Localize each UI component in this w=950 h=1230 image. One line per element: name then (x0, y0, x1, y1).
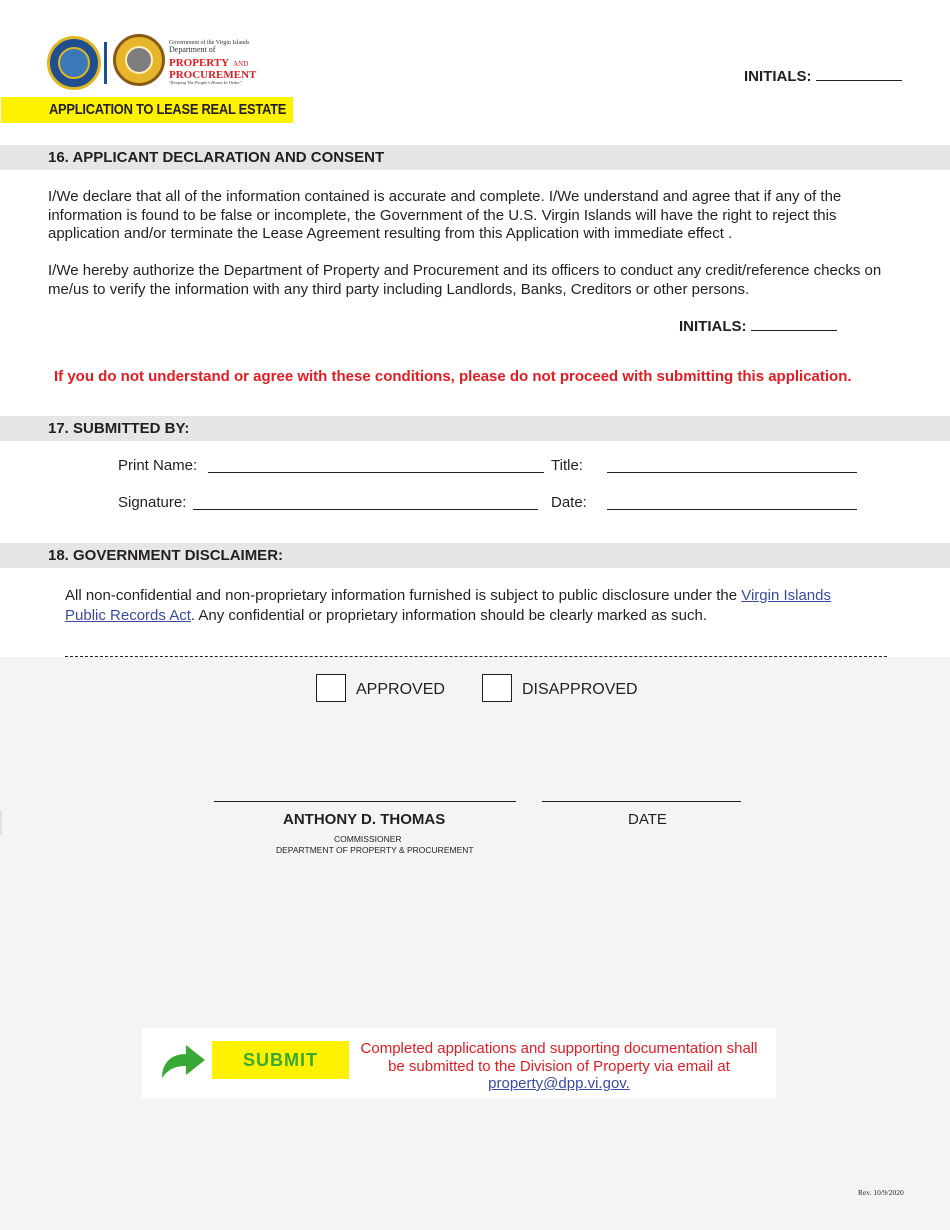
signature-label: Signature: (118, 494, 187, 511)
title-field[interactable] (607, 472, 857, 473)
disapproved-checkbox[interactable] (482, 674, 512, 702)
section-17-header (0, 416, 950, 441)
form-title-banner (1, 97, 293, 123)
logo-property-text: PROPERTY (169, 57, 230, 69)
approved-label: APPROVED (356, 681, 445, 698)
header-initials-field[interactable] (816, 80, 902, 81)
date-label: Date: (551, 494, 587, 511)
section-16-initials-field[interactable] (751, 330, 837, 331)
logo-and-text: AND (233, 60, 249, 68)
disclaimer-text-after: . Any confidential or proprietary information should be clearly marked as such. (190, 607, 707, 624)
margin-mark (0, 811, 2, 835)
dpp-seal-logo (113, 34, 165, 86)
commissioner-name: ANTHONY D. THOMAS (283, 811, 446, 828)
commissioner-department: DEPARTMENT OF PROPERTY & PROCUREMENT (276, 845, 474, 855)
logo-dept-text: Department of (169, 45, 216, 54)
section-18-title: 18. GOVERNMENT DISCLAIMER: (48, 547, 284, 564)
commissioner-date-line[interactable] (542, 801, 741, 802)
header-initials-label: INITIALS: (744, 68, 812, 85)
commissioner-title: COMMISSIONER (334, 834, 402, 844)
section-16-header (0, 145, 950, 170)
submit-instructions-text: Completed applications and supporting documentation shall be submitted to the Division of Property via email at (360, 1040, 758, 1075)
official-use-area (0, 657, 950, 1230)
section-16-title: 16. APPLICANT DECLARATION AND CONSENT (48, 149, 385, 166)
approved-checkbox[interactable] (316, 674, 346, 702)
logo-gov-text: Government of the Virgin Islands (169, 40, 250, 46)
logo-divider (104, 42, 107, 84)
logo-procurement-text: PROCUREMENT (169, 69, 257, 81)
revision-date: Rev. 10/9/2020 (858, 1188, 904, 1197)
submit-instructions (352, 1040, 766, 1093)
commissioner-date-label: DATE (628, 811, 667, 828)
arrow-right-icon (158, 1040, 208, 1080)
date-field[interactable] (607, 509, 857, 510)
disclaimer-text-before: All non-confidential and non-proprietary information furnished is subject to public disclosure under the (65, 587, 742, 604)
header-initials (744, 68, 902, 85)
form-title: APPLICATION TO LEASE REAL ESTATE (49, 101, 287, 118)
submit-button[interactable] (212, 1041, 349, 1079)
dpp-logo-text (169, 40, 256, 86)
disapproved-label: DISAPPROVED (522, 681, 638, 698)
logo-tagline: "Keeping The People's House In Order" (169, 80, 242, 85)
commissioner-signature-line[interactable] (214, 801, 516, 802)
authorization-paragraph: I/We hereby authorize the Department of Property and Procurement and its officers to conduct any credit/reference checks on me/us to verify the information with any third party including Landlords, Banks, Creditors or other persons. (48, 262, 882, 298)
submit-button-label: SUBMIT (243, 1049, 318, 1070)
section-17-title: 17. SUBMITTED BY: (48, 420, 190, 437)
print-name-label: Print Name: (118, 457, 198, 474)
public-records-act-link[interactable]: Virgin Islands Public Records Act (65, 587, 831, 624)
section-16-initials (679, 318, 837, 335)
print-name-field[interactable] (208, 472, 544, 473)
title-label: Title: (551, 457, 583, 474)
section-18-header (0, 543, 950, 568)
disclaimer-paragraph (65, 586, 875, 626)
virgin-islands-seal-logo (47, 36, 101, 90)
dashed-separator (65, 656, 887, 657)
consent-warning: If you do not understand or agree with these conditions, please do not proceed with submitting this application. (54, 368, 852, 385)
signature-field[interactable] (193, 509, 538, 510)
submit-email-link[interactable]: property@dpp.vi.gov. (488, 1075, 630, 1092)
section-16-initials-label: INITIALS: (679, 318, 747, 335)
declaration-paragraph: I/We declare that all of the information contained is accurate and complete. I/We understand and agree that if any of the information is found to be false or incomplete, the Government of the U.S. Virgin Islands will have the right to reject this application and/or terminate the Lease Agreement resulting from this Application with immediate effect . (48, 188, 842, 242)
